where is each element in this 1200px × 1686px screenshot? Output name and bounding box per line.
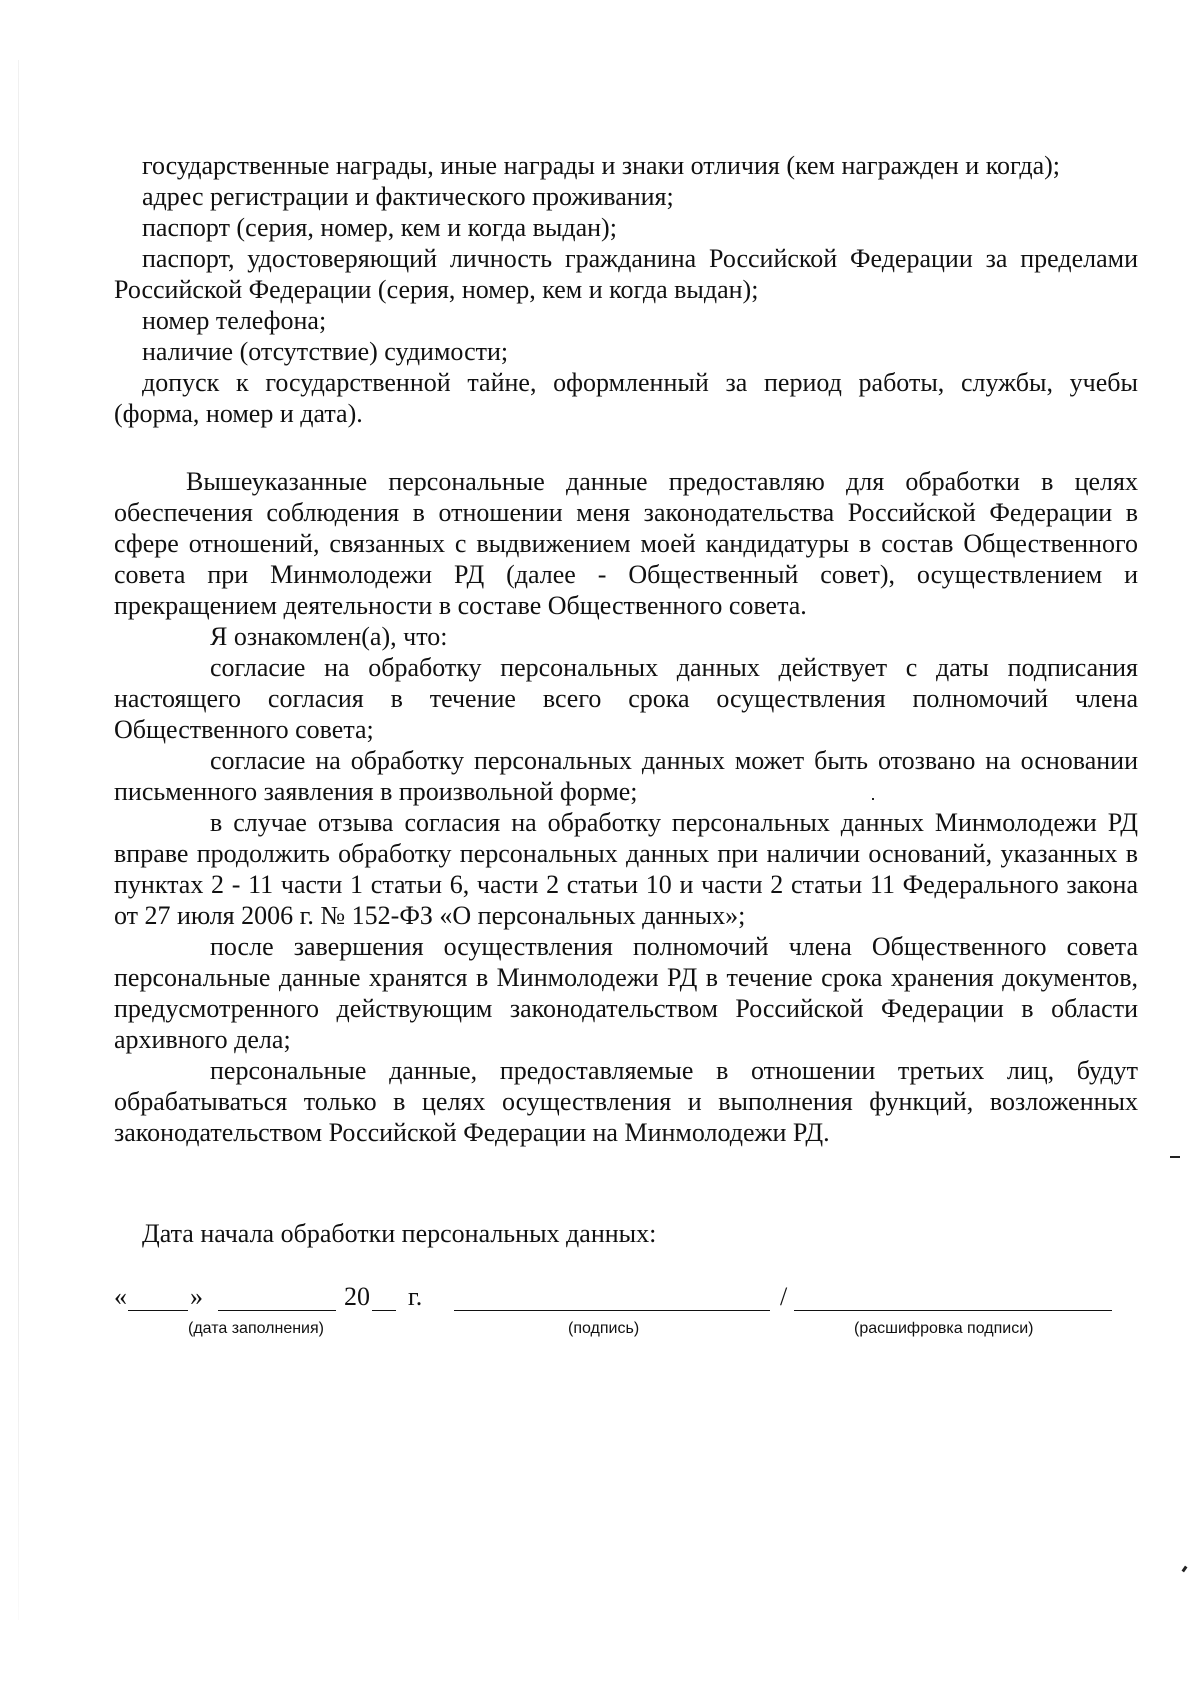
- open-quote: «: [114, 1282, 127, 1311]
- scan-edge-line: [18, 60, 19, 1620]
- acknowledged-paragraph: Я ознакомлен(а), что:: [210, 622, 448, 651]
- caption-decoding: (расшифровка подписи): [854, 1320, 1034, 1337]
- year-prefix: 20: [344, 1282, 370, 1311]
- scan-mark: [1182, 1566, 1188, 1573]
- list-item: допуск к государственной тайне, оформленный за период работы, службы, учебы (форма, номер и дата).: [114, 368, 1138, 428]
- close-quote: »: [190, 1282, 203, 1311]
- caption-signature: (подпись): [568, 1320, 640, 1337]
- list-item: государственные награды, иные награды и знаки отличия (кем награжден и когда);: [142, 151, 1061, 180]
- caption-date: (дата заполнения): [188, 1320, 324, 1337]
- list-item: номер телефона;: [142, 306, 327, 335]
- consent-revoke-paragraph: согласие на обработку персональных данных может быть отозвано на основании письменного заявления в произвольной форме;: [114, 746, 1138, 806]
- scan-mark: [1170, 1156, 1180, 1158]
- list-item: паспорт, удостоверяющий личность гражданина Российской Федерации за пределами Российской Федерации (серия, номер, кем и когда выдан);: [114, 244, 1138, 304]
- third-parties-paragraph: персональные данные, предоставляемые в отношении третьих лиц, будут обрабатываться только в целях осуществления и выполнения функций, возложенных законодательством Российской Федерации на Минмолодежи РД.: [114, 1056, 1138, 1147]
- list-item: паспорт (серия, номер, кем и когда выдан);: [142, 213, 617, 242]
- signature-blank[interactable]: [454, 1310, 770, 1311]
- consent-valid-paragraph: согласие на обработку персональных данных действует с даты подписания настоящего согласия в течение всего срока осуществления полномочий члена Общественного совета;: [114, 653, 1138, 744]
- decoding-blank[interactable]: [794, 1310, 1112, 1311]
- slash-separator: /: [780, 1282, 788, 1311]
- purpose-paragraph: Вышеуказанные персональные данные предоставляю для обработки в целях обеспечения соблюдения в отношении меня законодательства Российской Федерации в сфере отношений, связанных с выдвижением моей кандидатуры в состав Общественного совета при Минмолодежи РД (далее - Общественный совет), осуществлением и прекращением деятельности в составе Общественного совета.: [114, 467, 1138, 620]
- data-list: [114, 150, 1138, 429]
- year-suffix: г.: [408, 1282, 423, 1311]
- scan-mark: [872, 798, 874, 800]
- after-revoke-paragraph: в случае отзыва согласия на обработку персональных данных Минмолодежи РД вправе продолжить обработку персональных данных при наличии оснований, указанных в пунктах 2 - 11 части 1 статьи 6, части 2 статьи 10 и части 2 статьи 11 Федерального закона от 27 июля 2006 г. № 152-ФЗ «О персональных данных»;: [114, 808, 1138, 930]
- day-blank[interactable]: [128, 1310, 188, 1311]
- storage-paragraph: после завершения осуществления полномочий члена Общественного совета персональные данные хранятся в Минмолодежи РД в течение срока хранения документов, предусмотренного действующим законодательством Российской Федерации в области архивного дела;: [114, 932, 1138, 1054]
- list-item: адрес регистрации и фактического проживания;: [142, 182, 674, 211]
- list-item: наличие (отсутствие) судимости;: [142, 337, 509, 366]
- start-date-label: Дата начала обработки персональных данных:: [142, 1219, 657, 1248]
- purpose-section: [114, 466, 1138, 1148]
- year-blank[interactable]: [372, 1310, 396, 1311]
- month-blank[interactable]: [218, 1310, 336, 1311]
